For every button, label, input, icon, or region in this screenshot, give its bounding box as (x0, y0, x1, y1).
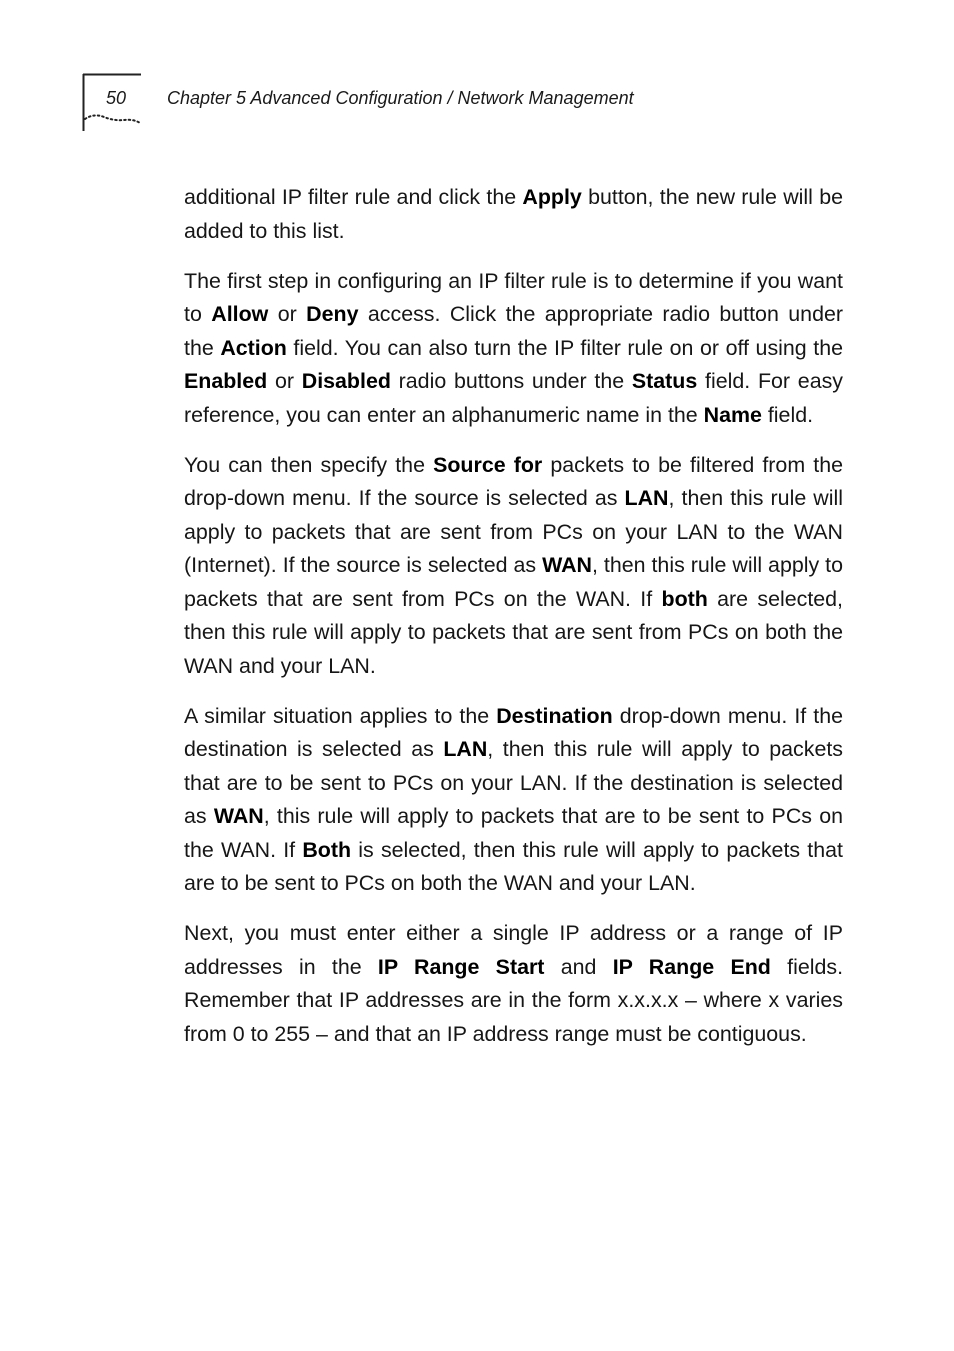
page-number: 50 (106, 88, 127, 108)
bold-term: Disabled (301, 369, 391, 393)
bold-term: Source for (433, 452, 543, 477)
text-run: A similar situation applies to the (184, 703, 497, 728)
text-run: button, the new rule will be added to this list. (184, 185, 843, 243)
bold-term: Enabled (184, 369, 268, 393)
bold-term: LAN (624, 486, 669, 510)
bold-term: LAN (443, 737, 488, 761)
text-run: field. You can also turn the IP filter rule on or off using the (286, 335, 843, 360)
paragraph (184, 917, 843, 1051)
text-run: or (268, 302, 307, 326)
paragraph (184, 181, 843, 248)
text-run: field. (761, 402, 814, 427)
bold-term: IP Range End (612, 954, 771, 979)
bold-term: Deny (306, 302, 359, 326)
text-run: The first step in configuring an IP filter rule is to determine if you want to (184, 268, 843, 326)
text-run: additional IP filter rule and click the (184, 185, 523, 209)
bold-term: Destination (496, 703, 613, 728)
paragraph (184, 700, 843, 901)
bold-term: IP Range Start (377, 954, 545, 979)
text-run: or (267, 369, 302, 393)
text-run: , then this rule will apply to packets that are sent from PCs on the WAN. If (184, 553, 843, 611)
chapter-title: Chapter 5 Advanced Configuration / Network Management (167, 88, 634, 108)
body-text (184, 181, 843, 1068)
text-run: , then this rule will apply to packets that are to be sent to PCs on your LAN. If the destination is selected as (184, 737, 843, 828)
text-run: radio buttons under the (390, 369, 632, 393)
text-run: and (544, 954, 613, 979)
text-run: , this rule will apply to packets that are to be sent to PCs on the WAN. If (184, 804, 843, 862)
running-header (106, 88, 806, 112)
text-run: Next, you must enter either a single IP address or a range of IP addresses in the (184, 921, 843, 979)
bold-term: Apply (522, 185, 582, 209)
paragraph (184, 449, 843, 684)
bold-term: Name (703, 402, 762, 427)
text-run: access. Click the appropriate radio button under the (184, 302, 843, 360)
text-run: , then this rule will apply to packets that are sent from PCs on your LAN to the WAN (Internet). If the source is selected as (184, 486, 843, 577)
text-run: fields. Remember that IP addresses are in the form x.x.x.x – where x varies from 0 to 255 – and that an IP address range must be contiguous. (184, 954, 844, 1046)
bold-term: WAN (542, 553, 592, 577)
text-run: drop-down menu. If the destination is selected as (184, 703, 843, 761)
text-run: is selected, then this rule will apply to packets that are to be sent to PCs on both the WAN and your LAN. (184, 837, 843, 895)
text-run: are selected, then this rule will apply to packets that are sent from PCs on both the WAN and your LAN. (184, 586, 843, 678)
bold-term: WAN (213, 804, 264, 828)
bold-term: both (661, 586, 708, 611)
text-run: field. For easy reference, you can enter an alphanumeric name in the (184, 369, 843, 427)
bold-term: Action (220, 335, 287, 360)
text-run: packets to be filtered from the drop-down menu. If the source is selected as (184, 452, 843, 510)
bold-term: Allow (211, 302, 269, 326)
bold-term: Status (631, 369, 698, 393)
paragraph (184, 265, 843, 433)
text-run: You can then specify the (184, 452, 434, 477)
bold-term: Both (302, 837, 352, 862)
